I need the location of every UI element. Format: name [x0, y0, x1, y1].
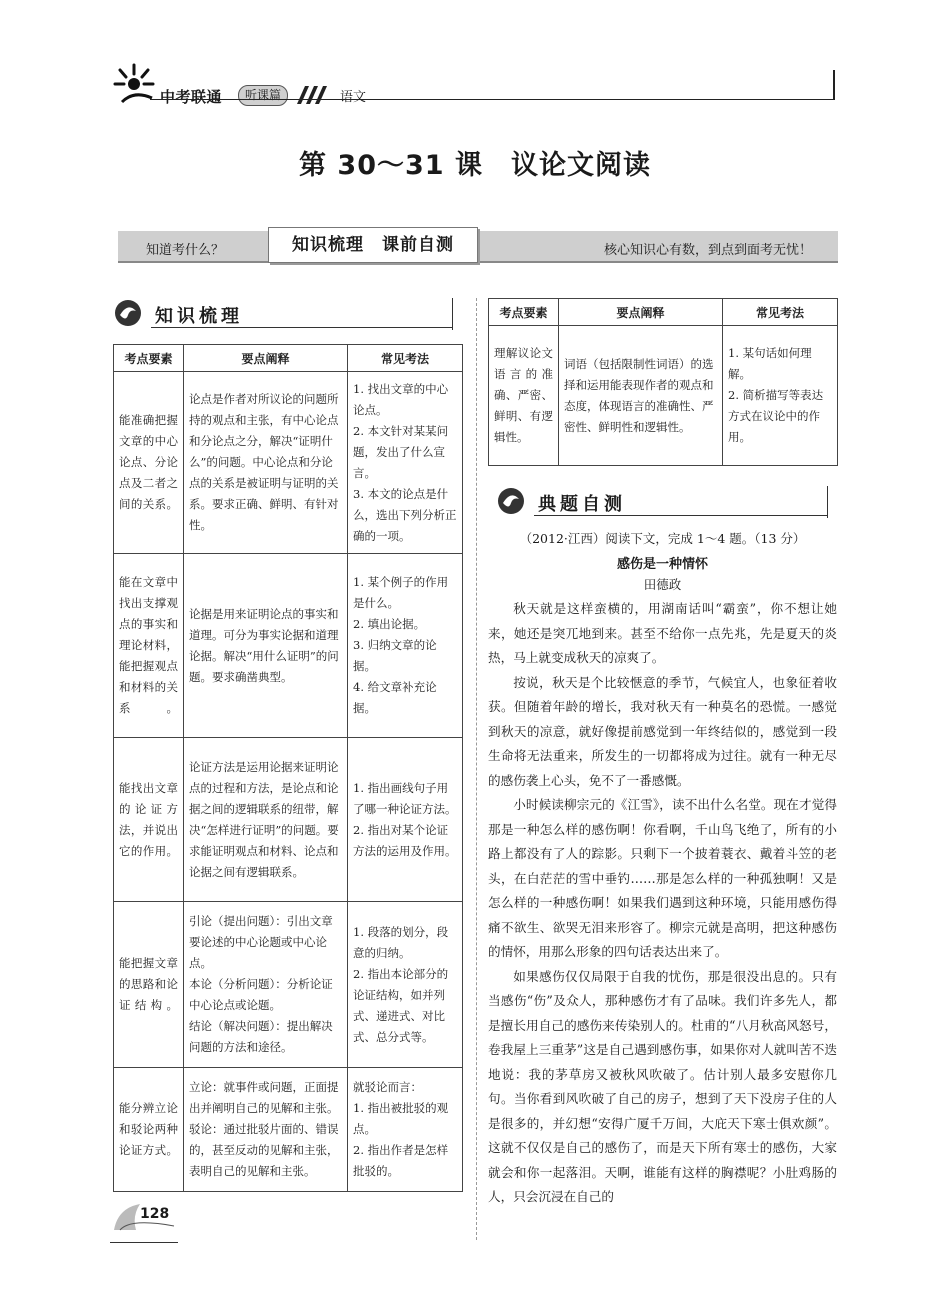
- essay-title: 感伤是一种情怀: [616, 557, 708, 572]
- test-heading: 典题自测: [538, 494, 626, 515]
- header-corner: [833, 70, 835, 100]
- point-cell: 能把握文章的思路和论证结构。: [114, 902, 184, 1068]
- table-row: [114, 1068, 463, 1192]
- method-line: 1. 某句话如何理解。: [728, 346, 812, 381]
- methods-cell: [348, 372, 463, 554]
- knowledge-table: [113, 344, 463, 1192]
- method-line: 2. 简析描写等表达方式在议论中的作用。: [728, 388, 824, 444]
- essay-paragraph: 小时候读柳宗元的《江雪》，读不出什么名堂。现在才觉得那是一种怎么样的感伤啊！你看啊，千山鸟飞绝了，所有的小路上都没有了人的踪影。只剩下一个披着蓑衣、戴着斗笠的老头，在白茫茫的雪中垂钓……那是怎么样的一种孤独啊！又是怎么样的一种感伤啊！如果我们遇到这种环境，只能用感伤得痛不欲生、欲哭无泪来形容了。柳宗元就是高明，把这种感伤的情怀，用那么形象的四句话表达出来了。: [488, 797, 837, 959]
- essay-body: [488, 597, 837, 1210]
- method-line: 2. 指出对某个论证方法的运用及作用。: [353, 822, 457, 858]
- header-explain: 要点阐释: [559, 299, 723, 326]
- explain-cell: 论点是作者对所议论的问题所持的观点和主张，有中心论点和分论点之分，解决“证明什么”的问题。中心论点和分论点的关系是被证明与证明的关系。要求正确、鲜明、有针对性。: [184, 372, 348, 554]
- methods-cell: [348, 1068, 463, 1192]
- banner-title: 知识梳理 课前自测: [268, 227, 478, 263]
- header-point: 考点要素: [114, 345, 184, 372]
- table-header-row: [489, 299, 838, 326]
- knowledge-table-continued: [488, 298, 838, 466]
- heading-rule: [151, 327, 453, 328]
- point-cell: 能找出文章的论证方法，并说出它的作用。: [114, 738, 184, 902]
- table-header-row: [114, 345, 463, 372]
- knowledge-section-head: [113, 296, 453, 330]
- essay-author: 田德政: [643, 577, 682, 592]
- header-explain: 要点阐释: [184, 345, 348, 372]
- method-line: 3. 本文的论点是什么，选出下列分析正确的一项。: [353, 486, 457, 543]
- section-pill: 听课篇: [238, 85, 288, 106]
- footer-rule: [110, 1242, 178, 1243]
- lesson-title: 第 30～31 课 议论文阅读: [299, 150, 651, 181]
- banner-right-text: 核心知识心有数，到点到面考无忧！: [603, 243, 812, 258]
- banner-left-text: 知道考什么？: [146, 243, 225, 258]
- table-row: [114, 372, 463, 554]
- table-row: [114, 738, 463, 902]
- point-cell: 能分辨立论和驳论两种论证方式。: [114, 1068, 184, 1192]
- explain-cell: 立论：就事件或问题，正面提出并阐明自己的见解和主张。 驳论：通过批驳片面的、错误的，甚至反动的见解和主张，表明自己的见解和主张。: [184, 1068, 348, 1192]
- methods-cell: [348, 738, 463, 902]
- sun-logo-icon: [112, 62, 160, 108]
- knowledge-heading: 知识梳理: [155, 306, 243, 327]
- method-line: 1. 找出文章的中心论点。: [353, 381, 449, 417]
- header-point: 考点要素: [489, 299, 559, 326]
- essay-paragraph: 秋天就是这样蛮横的，用湖南话叫“霸蛮”，你不想让她来，她还是突兀地到来。甚至不给你一点先兆，先是夏天的炎热，马上就变成秋天的凉爽了。: [488, 601, 837, 665]
- method-line: 1. 指出被批驳的观点。: [353, 1101, 449, 1136]
- method-line: 1. 指出画线句子用了哪一种论证方法。: [353, 780, 457, 816]
- header-methods: 常见考法: [348, 345, 463, 372]
- method-line: 1. 段落的划分，段意的归纳。: [353, 924, 449, 960]
- methods-cell: [348, 902, 463, 1068]
- methods-cell: [348, 554, 463, 738]
- method-line: 2. 指出本论部分的论证结构，如并列式、递进式、对比式、总分式等。: [353, 966, 449, 1044]
- method-line: 2. 本文针对某某问题，发出了什么宣言。: [353, 423, 449, 480]
- method-line: 就驳论而言：: [353, 1080, 422, 1094]
- essay-paragraph: 如果感伤仅仅局限于自我的忧伤，那是很没出息的。只有当感伤“伤”及众人，那种感伤才有了品味。我们许多先人，都是擅长用自己的感伤来传染别人的。杜甫的“八月秋高风怒号，卷我屋上三重茅”这是自己遇到感伤事，如果你对人就叫苦不迭地说：我的茅草房又被秋风吹破了。估计别人最多安慰你几句。当你看到风吹破了自己的房子，想到了天下没房子住的人是很多的，并幻想“安得广厦千万间，大庇天下寒士俱欢颜”。这就不仅仅是自己的感伤了，而是天下所有寒士的感伤，大家就会和你一起落泪。天啊，谁能有这样的胸襟呢？小肚鸡肠的人，只会沉浸在自己的: [488, 968, 837, 1204]
- method-line: 1. 某个例子的作用是什么。: [353, 575, 449, 610]
- explain-cell: 词语（包括限制性词语）的选择和运用能表现作者的观点和态度，体现语言的准确性、严密性、鲜明性和逻辑性。: [559, 326, 723, 466]
- page-number-badge: [110, 1200, 180, 1234]
- point-cell: 理解议论文语言的准确、严密、鲜明、有逻辑性。: [489, 326, 559, 466]
- test-section-head: [496, 484, 828, 518]
- column-divider: [476, 298, 477, 1240]
- table-row: [114, 554, 463, 738]
- method-line: 2. 填出论据。: [353, 617, 426, 631]
- explain-cell: 论据是用来证明论点的事实和道理。可分为事实论据和道理论据。解决“用什么证明”的问题。要求确凿典型。: [184, 554, 348, 738]
- explain-cell: 引论（提出问题）：引出文章要论述的中心论题或中心论点。 本论（分析问题）：分析论证中心论点或论题。 结论（解决问题）：提出解决问题的方法和途径。: [184, 902, 348, 1068]
- method-line: 2. 指出作者是怎样批驳的。: [353, 1143, 449, 1178]
- section-banner: [118, 231, 838, 263]
- method-line: 4. 给文章补充论据。: [353, 680, 437, 715]
- page-header: [0, 0, 950, 130]
- table-row: [489, 326, 838, 466]
- swirl-icon: [496, 486, 526, 516]
- methods-cell: [723, 326, 838, 466]
- heading-corner: [452, 298, 453, 330]
- table-row: [114, 902, 463, 1068]
- heading-corner: [827, 486, 828, 518]
- point-cell: 能准确把握文章的中心论点、分论点及二者之间的关系。: [114, 372, 184, 554]
- stripes-decoration: [297, 86, 327, 104]
- swirl-icon: [113, 298, 143, 328]
- header-rule: [150, 99, 835, 100]
- subject-label: 语文: [340, 90, 367, 105]
- method-line: 3. 归纳文章的论据。: [353, 638, 437, 673]
- essay-paragraph: 按说，秋天是个比较惬意的季节，气候宜人，也象征着收获。但随着年龄的增长，我对秋天有一种莫名的恐慌。一感觉到秋天的凉意，就好像提前感觉到一年终结似的，感觉到一段生命将无法重来，所发生的一切都将成为过往。就有一种无尽的感伤袭上心头，免不了一番感慨。: [488, 674, 837, 788]
- page-number: 128: [140, 1206, 170, 1222]
- question-source: （2012·江西）阅读下文，完成 1～4 题。（13 分）: [519, 531, 806, 546]
- point-cell: 能在文章中找出支撑观点的事实和理论材料，能把握观点和材料的关系。: [114, 554, 184, 738]
- heading-rule: [534, 515, 828, 516]
- header-methods: 常见考法: [723, 299, 838, 326]
- brand-name: 中考联通: [160, 88, 223, 106]
- explain-cell: 论证方法是运用论据来证明论点的过程和方法，是论点和论据之间的逻辑联系的纽带，解决“怎样进行证明”的问题。要求能证明观点和材料、论点和论据之间有逻辑联系。: [184, 738, 348, 902]
